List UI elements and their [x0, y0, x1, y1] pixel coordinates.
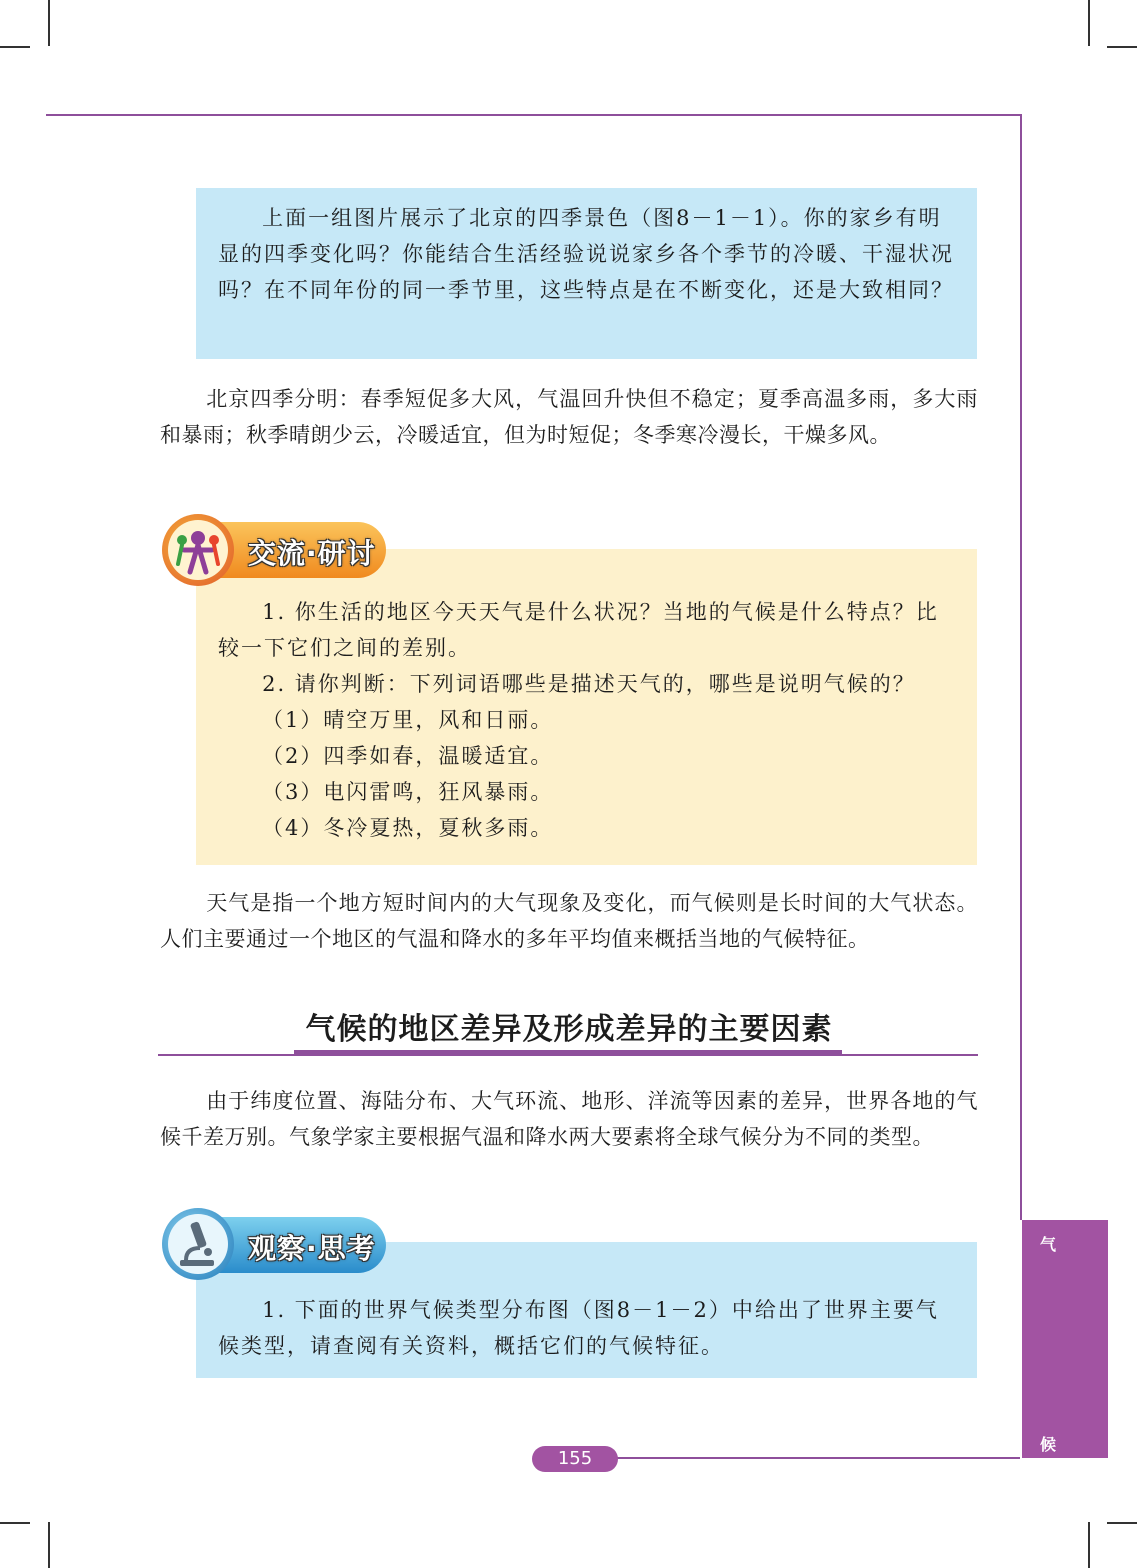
crop-mark — [1088, 1522, 1090, 1568]
section-heading: 气候的地区差异及形成差异的主要因素 — [305, 1012, 833, 1047]
climate-types-paragraph: 由于纬度位置、海陆分布、大气环流、地形、洋流等因素的差异，世界各地的气候千差万别。气象学家主要根据气温和降水两大要素将全球气候分为不同的类型。 — [160, 1089, 978, 1149]
section-rule-accent — [294, 1050, 842, 1056]
crop-mark — [48, 1522, 50, 1568]
people-icon — [162, 514, 234, 586]
crop-mark — [0, 46, 30, 48]
observe-text — [218, 1292, 956, 1364]
chapter-side-tab — [1022, 1220, 1108, 1458]
crop-mark — [48, 0, 50, 46]
discussion-text — [218, 594, 956, 846]
crop-mark — [1107, 46, 1137, 48]
page-frame-right — [1020, 114, 1022, 1220]
page-frame-top — [46, 114, 1022, 116]
observe-label: 观察·思考 — [248, 1232, 376, 1265]
beijing-seasons-paragraph: 北京四季分明：春季短促多大风，气温回升快但不稳定；夏季高温多雨，多大雨和暴雨；秋季晴朗少云，冷暖适宜，但为时短促；冬季寒冷漫长，干燥多风。 — [160, 387, 978, 447]
intro-question-text — [218, 200, 956, 308]
discussion-item: （2）四季如春，温暖适宜。 — [262, 744, 554, 768]
discussion-item: （3）电闪雷鸣，狂风暴雨。 — [262, 780, 554, 804]
discussion-label: 交流·研讨 — [248, 537, 376, 570]
page-number: 155 — [532, 1446, 618, 1472]
side-tab-top-char: 气 — [1040, 1235, 1057, 1254]
microscope-icon — [162, 1208, 234, 1280]
discussion-item: （4）冬冷夏热，夏秋多雨。 — [262, 816, 554, 840]
observe-q1: 1. 下面的世界气候类型分布图（图8－1－2）中给出了世界主要气候类型，请查阅有关资料，概括它们的气候特征。 — [218, 1298, 939, 1358]
discussion-q2: 2. 请你判断：下列词语哪些是描述天气的，哪些是说明气候的？ — [262, 672, 916, 696]
side-tab-bottom-char: 候 — [1040, 1435, 1057, 1454]
footer-rule — [600, 1457, 1020, 1459]
discussion-item: （1）晴空万里，风和日丽。 — [262, 708, 554, 732]
crop-mark — [1107, 1522, 1137, 1524]
crop-mark — [1088, 0, 1090, 46]
crop-mark — [0, 1522, 30, 1524]
discussion-q1: 1. 你生活的地区今天天气是什么状况？当地的气候是什么特点？比较一下它们之间的差别。 — [218, 600, 939, 660]
weather-climate-paragraph: 天气是指一个地方短时间内的大气现象及变化，而气候则是长时间的大气状态。人们主要通过一个地区的气温和降水的多年平均值来概括当地的气候特征。 — [160, 891, 978, 951]
intro-paragraph: 上面一组图片展示了北京的四季景色（图8－1－1）。你的家乡有明显的四季变化吗？你能结合生活经验说说家乡各个季节的冷暖、干湿状况吗？在不同年份的同一季节里，这些特点是在不断变化，还是大致相同？ — [218, 206, 954, 302]
